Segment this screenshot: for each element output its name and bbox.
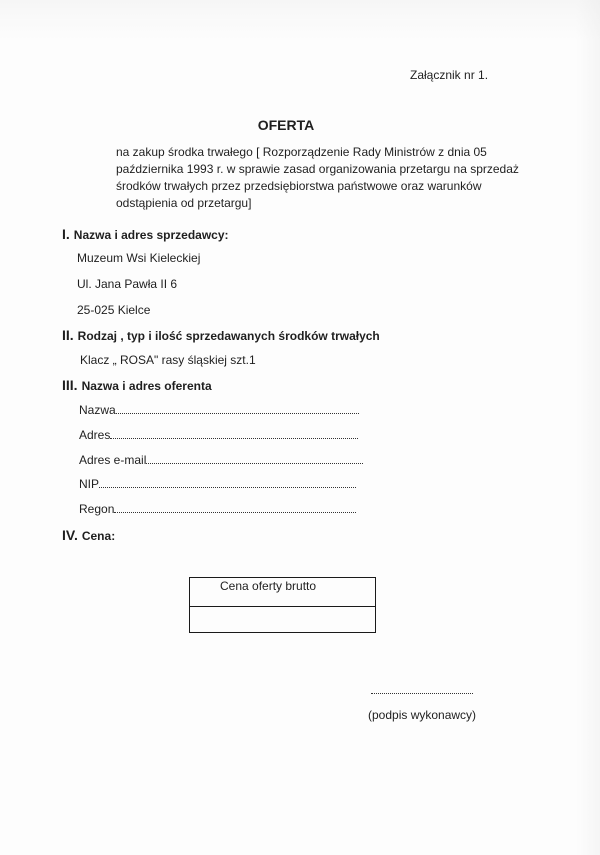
bidder-regon-line[interactable] [114,502,356,513]
scan-shadow-right [576,0,600,855]
bidder-nip-line[interactable] [99,477,356,488]
bidder-address-label: Adres [79,428,111,442]
bidder-name-label: Nazwa [79,403,116,417]
bidder-regon-label: Regon [79,502,115,516]
section-3-heading [62,377,212,395]
seller-city: 25-025 Kielce [77,303,151,317]
bidder-address-line[interactable] [110,428,358,439]
price-value-cell[interactable] [190,606,375,632]
bidder-nip-label: NIP [79,477,100,491]
bidder-email-line[interactable] [146,453,363,464]
section-3-title: Nazwa i adres oferenta [81,379,212,393]
section-4-heading [62,527,115,545]
bidder-name-line[interactable] [116,403,359,414]
section-2-title: Rodzaj , typ i ilość sprzedawanych środków trwałych [77,329,380,343]
section-1-title: Nazwa i adres sprzedawcy: [73,228,229,242]
section-1-number: I. [62,226,70,242]
section-1-heading [62,226,229,244]
bidder-email-label: Adres e-mail [79,453,147,467]
section-2-heading [62,327,380,345]
bidder-name-field[interactable] [79,403,359,417]
section-4-number: IV. [62,527,78,543]
bidder-nip-field[interactable] [79,477,356,491]
section-3-number: III. [62,377,78,393]
price-box-label: Cena oferty brutto [220,579,317,593]
bidder-address-field[interactable] [79,428,358,442]
intro-paragraph: na zakup środka trwałego [ Rozporządzenie Rady Ministrów z dnia 05 października 1993 r. w sprawie zasad organizowania przetargu na sprzedaż środków trwałych przez przedsiębiorstwa państwowe oraz warunków odstąpienia od przetargu] [116,145,519,210]
signature-label: (podpis wykonawcy) [368,708,477,722]
seller-name: Muzeum Wsi Kieleckiej [77,251,201,265]
bidder-regon-field[interactable] [79,502,356,516]
asset-description: Klacz „ ROSA" rasy śląskiej szt.1 [80,353,256,367]
section-4-title: Cena: [81,529,116,543]
document-title: OFERTA [257,117,315,133]
attachment-label: Załącznik nr 1. [410,68,489,82]
seller-street: Ul. Jana Pawła II 6 [77,277,178,291]
signature-line[interactable] [371,686,473,694]
scan-shadow-top [0,0,600,40]
bidder-email-field[interactable] [79,453,363,467]
section-2-number: II. [62,327,74,343]
